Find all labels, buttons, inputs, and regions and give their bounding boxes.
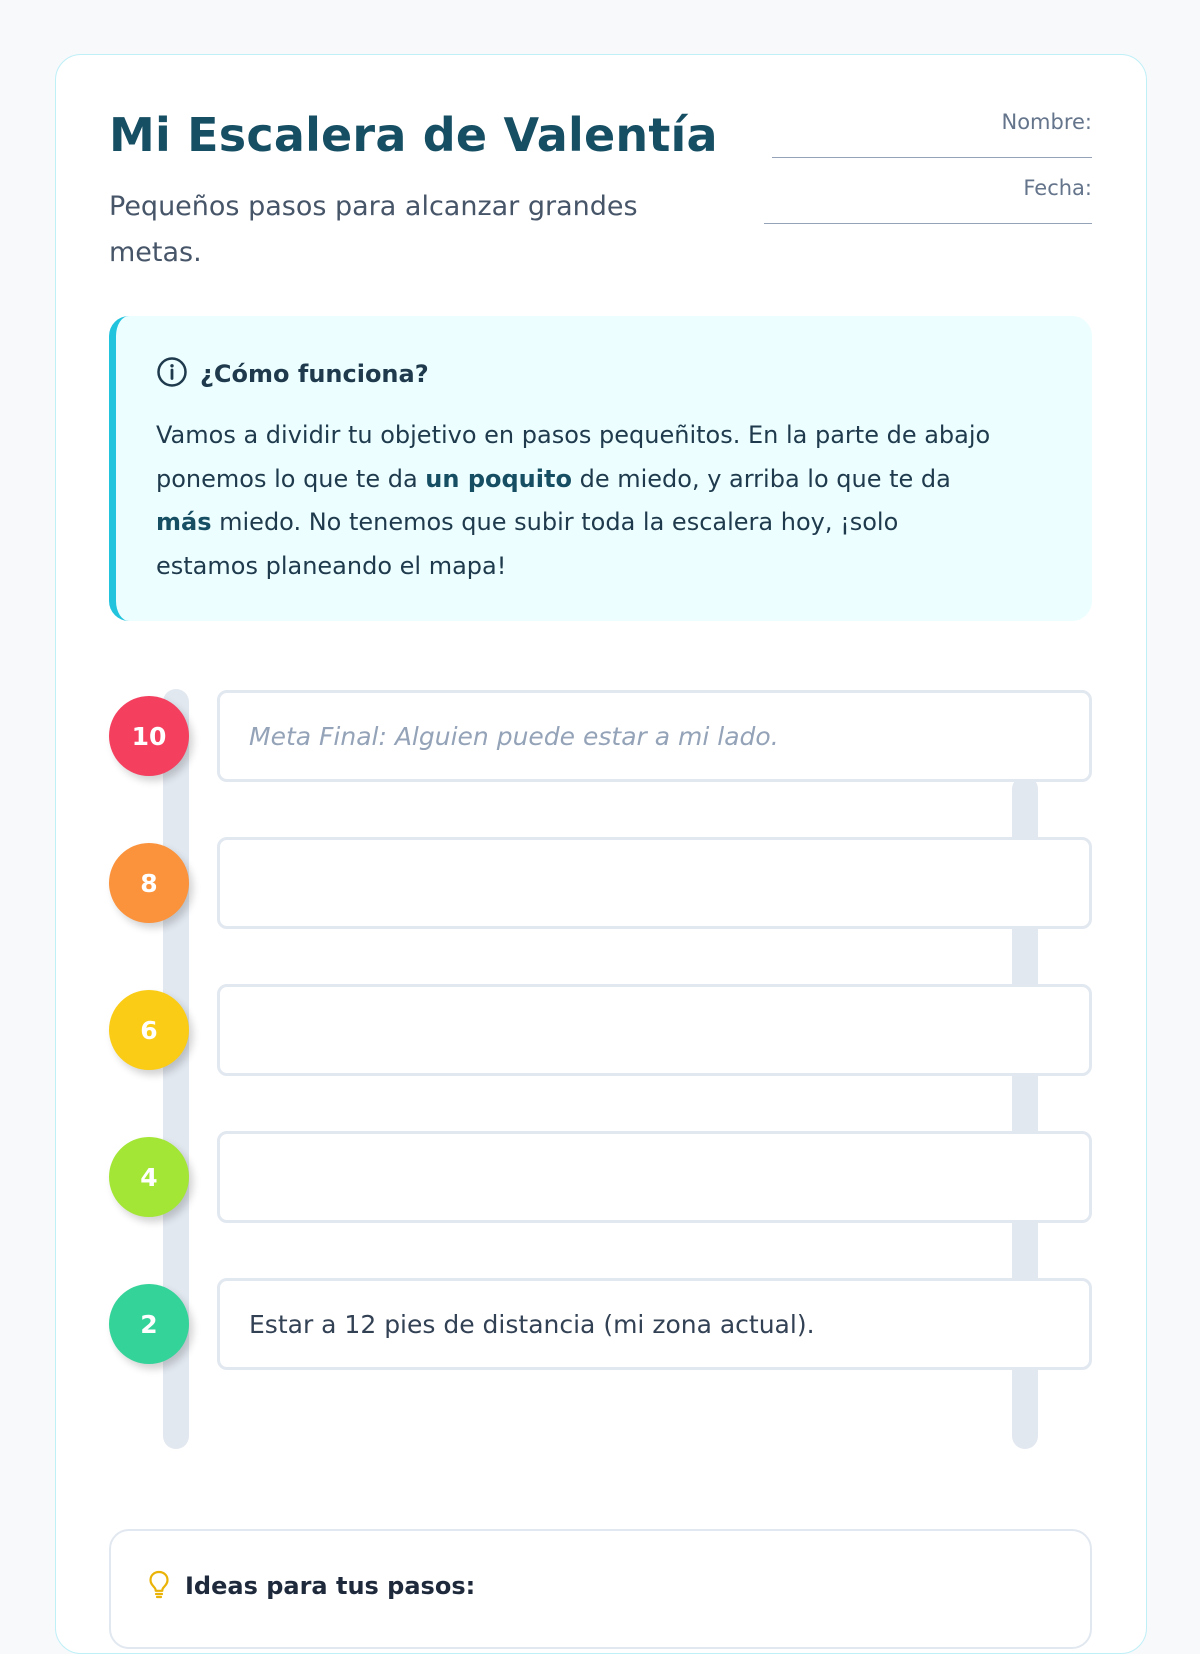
info-circle-icon [156,356,188,392]
step-ideas-title: Ideas para tus pasos: [185,1572,476,1600]
step-badge: 10 [109,696,189,776]
page-title: Mi Escalera de Valentía [109,108,718,162]
step-ideas-box [109,1529,1092,1649]
date-label: Fecha: [1023,176,1092,200]
info-bold-little: un poquito [425,464,572,493]
name-line[interactable] [772,144,1092,158]
step-input[interactable] [217,837,1092,929]
page-subtitle: Pequeños pasos para alcanzar grandes metas. [109,191,638,268]
step-ideas-header [147,1569,1054,1603]
step-input[interactable]: Estar a 12 pies de distancia (mi zona actual). [217,1278,1092,1370]
step-badge: 2 [109,1284,189,1364]
how-it-works-text [156,414,1006,588]
info-text-part: miedo. No tenemos que subir toda la escalera hoy, ¡solo estamos planeando el mapa! [156,508,899,580]
date-line[interactable] [764,210,1092,224]
step-input[interactable] [217,984,1092,1076]
step-input[interactable]: Meta Final: Alguien puede estar a mi lado. [217,690,1092,782]
step-badge: 6 [109,990,189,1070]
how-it-works-title: ¿Cómo funciona? [200,360,429,388]
step-input[interactable] [217,1131,1092,1223]
step-badge: 8 [109,843,189,923]
name-label: Nombre: [1001,110,1092,134]
info-text-part: de miedo, y arriba lo que te da [571,464,951,493]
how-it-works-header [156,356,1050,392]
lightbulb-icon [147,1569,171,1603]
info-bold-more: más [156,508,212,536]
how-it-works-box [109,316,1092,621]
step-badge: 4 [109,1137,189,1217]
date-field[interactable] [764,176,1092,224]
info-text-part: Vamos a dividir tu objetivo en pasos pequeñitos. En la parte de abajo ponemos lo que te da [156,421,991,493]
name-field[interactable] [772,110,1092,158]
